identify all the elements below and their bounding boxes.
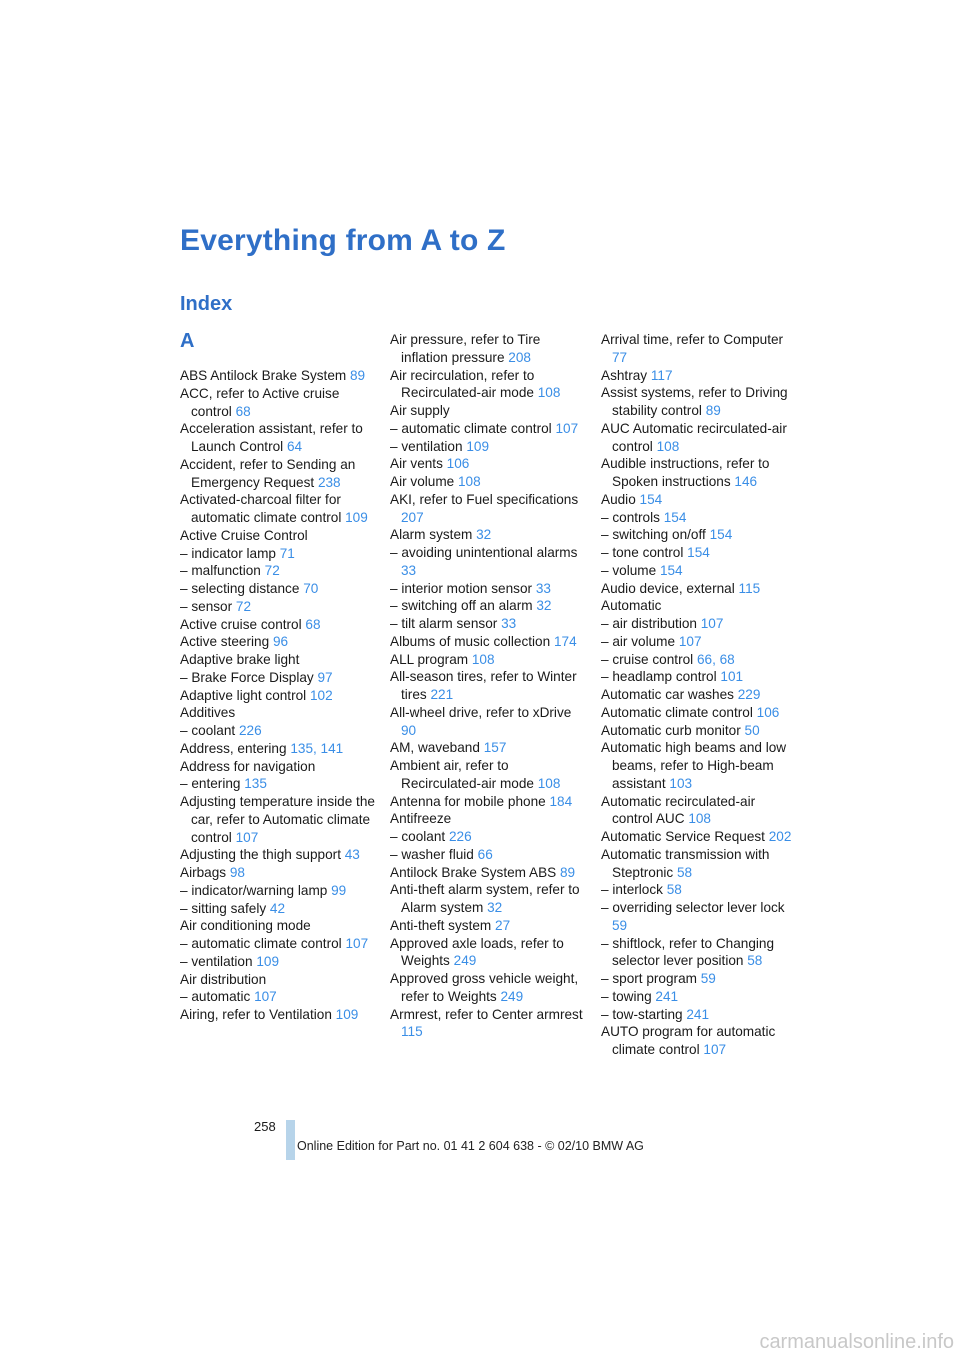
index-entry-text: – headlamp control xyxy=(601,669,721,685)
index-entry-text: – malfunction xyxy=(180,563,265,579)
footer-text: Online Edition for Part no. 01 41 2 604 638 - © 02/10 BMW AG xyxy=(297,1139,644,1153)
index-entry-text: Antenna for mobile phone xyxy=(390,793,550,809)
index-entry xyxy=(390,757,586,793)
index-entry-text: Adaptive light control xyxy=(180,687,310,703)
page-reference-link[interactable]: 107 xyxy=(254,989,277,1005)
page-reference-link[interactable]: 68 xyxy=(305,616,321,632)
page-reference-link[interactable]: 64 xyxy=(286,439,303,454)
page-reference-link[interactable]: 89 xyxy=(560,864,576,880)
page-reference-link[interactable]: 174 xyxy=(553,633,577,649)
page-reference-link[interactable]: 59 xyxy=(612,917,628,933)
index-entry-text: Arrival time, refer to Computer xyxy=(601,332,784,347)
page-reference-link[interactable]: 97 xyxy=(317,669,333,685)
index-entry-text: Alarm system xyxy=(390,527,477,543)
index-entry xyxy=(180,616,376,634)
index-entry xyxy=(601,793,797,829)
index-entry-text: AUC Automatic recirculated-air control xyxy=(601,420,787,454)
index-entry xyxy=(390,420,586,438)
index-entry-text: – interior motion sensor xyxy=(390,580,536,596)
index-entry-text: Acceleration assistant, refer to Launch Control xyxy=(180,421,363,454)
index-entry-text: Adjusting temperature inside the car, refer to Automatic climate control xyxy=(180,794,375,845)
index-entry-text: – coolant xyxy=(390,829,449,844)
page-reference-link[interactable]: 238 xyxy=(317,474,341,490)
index-entry xyxy=(180,687,376,705)
page-reference-link[interactable]: 107 xyxy=(555,420,579,436)
page-reference-link[interactable]: 108 xyxy=(537,385,561,401)
index-entry-text: – sensor xyxy=(180,598,236,614)
page-reference-link[interactable]: 208 xyxy=(508,349,531,365)
page-reference-link[interactable]: 32 xyxy=(487,900,503,915)
index-entry-text: Airing, refer to Ventilation xyxy=(180,1007,336,1022)
index-column-3 xyxy=(601,331,797,1059)
index-entry xyxy=(390,935,586,971)
index-entry xyxy=(390,668,586,704)
index-entry xyxy=(390,438,586,456)
page-reference-link[interactable]: 90 xyxy=(401,722,417,738)
page-reference-link[interactable]: 241 xyxy=(686,1006,710,1022)
page-reference-link[interactable]: 66 xyxy=(477,846,493,862)
index-entry xyxy=(601,367,797,385)
page-reference-link[interactable]: 68 xyxy=(235,403,251,419)
index-entry-text: AM, waveband xyxy=(390,740,484,756)
index-entry-text: – avoiding unintentional alarms xyxy=(390,545,578,560)
index-entry xyxy=(601,615,797,633)
index-entry-text: – indicator/warning lamp xyxy=(180,882,332,898)
index-entry xyxy=(180,900,376,918)
index-entry-text: Air supply xyxy=(390,403,450,418)
index-entry-text: ABS Antilock Brake System xyxy=(180,368,350,383)
index-entry-text: – shiftlock, refer to Changing selector lever position xyxy=(601,935,775,969)
index-entry-text: Active steering xyxy=(180,634,273,650)
page-reference-link[interactable]: 184 xyxy=(549,793,573,809)
index-entry xyxy=(601,704,797,722)
page-reference-link[interactable]: 241 xyxy=(655,988,679,1004)
index-entry-text: – coolant xyxy=(180,723,239,738)
index-entry xyxy=(390,473,586,491)
index-entry xyxy=(601,562,797,580)
index-entry xyxy=(180,633,376,651)
page-reference-link[interactable]: 115 xyxy=(738,580,761,596)
index-entry-text: Air conditioning mode xyxy=(180,918,311,934)
page-reference-link[interactable]: 229 xyxy=(737,687,761,702)
index-entry xyxy=(601,491,797,509)
footer-bar xyxy=(286,1120,295,1160)
index-entry xyxy=(390,615,586,633)
index-entry-text: Antifreeze xyxy=(390,811,452,827)
index-entry-text: – controls xyxy=(601,509,664,525)
page-reference-link[interactable]: 154 xyxy=(663,509,687,525)
page-reference-link[interactable]: 32 xyxy=(536,598,552,614)
page-reference-link[interactable]: 226 xyxy=(238,723,262,738)
index-entry xyxy=(390,1006,586,1042)
page-reference-link[interactable]: 226 xyxy=(448,829,472,844)
index-entry xyxy=(390,491,586,527)
page-reference-link[interactable]: 71 xyxy=(279,545,295,561)
page-reference-link[interactable]: 98 xyxy=(229,865,245,880)
page-reference-link[interactable]: 249 xyxy=(453,953,477,969)
index-entry-text: Approved axle loads, refer to Weights xyxy=(390,935,564,969)
index-entry xyxy=(180,917,376,935)
page-reference-link[interactable]: 108 xyxy=(656,438,680,454)
index-entry xyxy=(180,669,376,687)
index-entry xyxy=(601,331,797,367)
index-entry-text: Automatic transmission with Steptronic xyxy=(601,846,770,880)
index-entry xyxy=(180,562,376,580)
index-entry xyxy=(601,686,797,704)
index-entry xyxy=(390,597,586,615)
page-reference-link[interactable]: 89 xyxy=(350,368,366,383)
index-entry-text: – tilt alarm sensor xyxy=(390,616,502,631)
index-entry-text: – ventilation xyxy=(390,438,467,454)
page-reference-link[interactable]: 43 xyxy=(344,847,360,863)
page-reference-link[interactable]: 58 xyxy=(666,882,682,898)
page-reference-link[interactable]: 58 xyxy=(747,953,763,969)
index-entry xyxy=(601,899,797,935)
index-entry-text: Audio device, external xyxy=(601,580,739,596)
index-entry xyxy=(601,828,797,846)
index-entry xyxy=(601,739,797,792)
index-entry xyxy=(601,988,797,1006)
page-reference-link[interactable]: 77 xyxy=(612,349,628,365)
page-reference-link[interactable]: 107 xyxy=(703,1042,727,1057)
index-entry-text: Address, entering xyxy=(180,740,291,756)
index-entry xyxy=(601,526,797,544)
page-reference-link[interactable]: 249 xyxy=(500,988,524,1004)
index-entry xyxy=(180,1006,376,1024)
index-entry xyxy=(390,739,586,757)
page-reference-link[interactable]: 72 xyxy=(264,563,280,579)
page-reference-link[interactable]: 109 xyxy=(345,510,368,525)
page-reference-link[interactable]: 108 xyxy=(458,474,481,489)
index-entry-text: Active cruise control xyxy=(180,616,306,632)
index-entry xyxy=(180,775,376,793)
page-reference-link[interactable]: 115 xyxy=(401,1024,423,1040)
page-reference-link[interactable]: 27 xyxy=(495,917,511,933)
index-entry-text: – entering xyxy=(180,776,245,792)
index-entry xyxy=(180,758,376,776)
index-entry-text: Approved gross vehicle weight, refer to Weights xyxy=(390,971,579,1004)
index-entry-text: Automatic Service Request xyxy=(601,829,769,844)
index-entry xyxy=(180,846,376,864)
index-entry xyxy=(180,580,376,598)
index-entry xyxy=(390,793,586,811)
index-entry xyxy=(601,722,797,740)
index-entry-text: – ventilation xyxy=(180,953,257,969)
index-entry xyxy=(390,810,586,828)
page-reference-link[interactable]: 108 xyxy=(537,775,561,791)
index-entry-text: Activated-charcoal filter for automatic climate control xyxy=(180,492,346,525)
index-entry-text: – Brake Force Display xyxy=(180,669,318,685)
index-entry xyxy=(601,1023,797,1059)
index-entry-text: Air recirculation, refer to Recirculated-air mode xyxy=(390,367,538,401)
index-entry-text: Assist systems, refer to Driving stability control xyxy=(601,385,788,418)
section-subtitle: Index xyxy=(180,293,233,315)
index-entry-text: Ashtray xyxy=(601,367,651,383)
index-column-1 xyxy=(180,367,376,1024)
index-entry-text: – automatic xyxy=(180,989,255,1005)
index-entry-text: All-season tires, refer to Winter tires xyxy=(390,669,577,702)
index-entry xyxy=(390,544,586,580)
index-entry xyxy=(180,971,376,989)
page-reference-link[interactable]: 109 xyxy=(256,953,280,969)
index-entry xyxy=(180,793,376,846)
index-entry xyxy=(180,491,376,527)
index-entry xyxy=(601,580,797,598)
index-entry-text: – automatic climate control xyxy=(390,420,556,436)
page-reference-link[interactable]: 33 xyxy=(501,616,517,631)
index-entry-text: – air distribution xyxy=(601,616,701,631)
index-letter: A xyxy=(180,330,195,352)
index-entry-text: – switching on/off xyxy=(601,527,710,543)
page-reference-link[interactable]: 96 xyxy=(272,634,289,650)
page-reference-link[interactable]: 58 xyxy=(676,864,693,880)
index-entry-text: Antilock Brake System ABS xyxy=(390,864,560,880)
index-entry xyxy=(180,456,376,492)
index-entry xyxy=(180,598,376,616)
page-reference-link[interactable]: 101 xyxy=(720,669,744,685)
index-entry xyxy=(390,704,586,740)
index-entry-text: Automatic recirculated-air control AUC xyxy=(601,793,756,827)
index-entry xyxy=(601,881,797,899)
index-entry xyxy=(390,633,586,651)
page-reference-link[interactable]: 108 xyxy=(471,651,495,667)
page-reference-link[interactable]: 146 xyxy=(734,474,758,489)
index-entry-text: Airbags xyxy=(180,865,230,880)
page-reference-link[interactable]: 154 xyxy=(709,527,733,543)
index-entry xyxy=(180,722,376,740)
page-reference-link[interactable]: 157 xyxy=(483,740,507,756)
index-entry-text: – towing xyxy=(601,988,656,1004)
index-entry-text: AKI, refer to Fuel specifications xyxy=(390,491,579,507)
page-reference-link[interactable]: 221 xyxy=(430,687,454,702)
page-reference-link[interactable]: 154 xyxy=(687,545,710,560)
index-entry-text: Automatic car washes xyxy=(601,687,738,702)
index-entry xyxy=(390,970,586,1006)
index-entry-text: – sport program xyxy=(601,971,701,986)
index-entry-text: – automatic climate control xyxy=(180,936,346,951)
index-entry-text: – tow-starting xyxy=(601,1006,687,1022)
index-entry-text: AUTO program for automatic climate control xyxy=(601,1024,776,1057)
index-entry xyxy=(180,935,376,953)
index-entry xyxy=(601,455,797,491)
index-entry xyxy=(390,917,586,935)
index-entry xyxy=(180,651,376,669)
index-entry-text: – washer fluid xyxy=(390,846,478,862)
index-entry-text: Additives xyxy=(180,705,236,721)
index-entry-text: ALL program xyxy=(390,651,472,667)
page-reference-link[interactable]: 106 xyxy=(446,456,470,472)
index-entry xyxy=(180,988,376,1006)
page-title: Everything from A to Z xyxy=(180,224,506,257)
index-entry-text: Albums of music collection xyxy=(390,633,554,649)
index-entry xyxy=(180,385,376,421)
index-entry-text: Address for navigation xyxy=(180,758,316,774)
index-entry xyxy=(390,580,586,598)
index-entry xyxy=(601,651,797,669)
index-entry-text: – overriding selector lever lock xyxy=(601,900,785,915)
index-entry-text: Audio xyxy=(601,491,640,507)
index-entry xyxy=(390,846,586,864)
index-entry-text: Automatic xyxy=(601,598,662,614)
index-entry-text: Anti-theft system xyxy=(390,917,496,933)
index-entry xyxy=(601,633,797,651)
index-entry xyxy=(390,402,586,420)
index-entry xyxy=(390,651,586,669)
index-entry-text: ACC, refer to Active cruise control xyxy=(180,385,340,419)
index-entry-text: Armrest, refer to Center armrest xyxy=(390,1006,583,1022)
page-reference-link[interactable]: 154 xyxy=(659,562,683,578)
index-entry-text: – switching off an alarm xyxy=(390,598,537,614)
page-reference-link[interactable]: 106 xyxy=(756,704,780,720)
page-reference-link[interactable]: 32 xyxy=(476,527,492,543)
index-entry xyxy=(601,668,797,686)
index-entry xyxy=(180,420,376,456)
page-reference-link[interactable]: 102 xyxy=(309,687,333,703)
index-entry-text: Adjusting the thigh support xyxy=(180,847,345,863)
index-entry xyxy=(180,882,376,900)
page-reference-link[interactable]: 107 xyxy=(345,936,369,951)
page-reference-link[interactable]: 59 xyxy=(700,971,716,986)
index-entry xyxy=(601,384,797,420)
index-entry xyxy=(390,881,586,917)
index-entry xyxy=(180,864,376,882)
index-entry xyxy=(601,597,797,615)
index-entry-text: Air vents xyxy=(390,456,447,472)
page-reference-link[interactable]: 202 xyxy=(768,829,792,844)
page-reference-link[interactable]: 50 xyxy=(744,722,760,738)
index-entry xyxy=(390,864,586,882)
page-reference-link[interactable]: 33 xyxy=(401,562,417,578)
index-entry-text: – tone control xyxy=(601,545,688,560)
page-reference-link[interactable]: 135, 141 xyxy=(290,740,344,756)
page-reference-link[interactable]: 70 xyxy=(303,581,319,596)
page-reference-link[interactable]: 108 xyxy=(688,811,711,827)
index-entry-text: Audible instructions, refer to Spoken instructions xyxy=(601,456,770,489)
index-entry-text: Adaptive brake light xyxy=(180,652,300,667)
index-entry xyxy=(601,544,797,562)
index-entry xyxy=(601,846,797,882)
index-entry-text: – air volume xyxy=(601,633,679,649)
index-entry xyxy=(601,509,797,527)
index-entry xyxy=(180,740,376,758)
index-entry-text: – interlock xyxy=(601,882,667,898)
index-entry-text: – volume xyxy=(601,562,660,578)
page-reference-link[interactable]: 109 xyxy=(466,438,490,454)
index-entry-text: – sitting safely xyxy=(180,900,270,916)
index-entry xyxy=(180,545,376,563)
index-entry-text: – selecting distance xyxy=(180,581,304,596)
index-entry-text: Accident, refer to Sending an Emergency Request xyxy=(180,456,356,490)
index-entry-text: Automatic high beams and low beams, refer to High-beam assistant xyxy=(601,740,787,791)
page-reference-link[interactable]: 117 xyxy=(650,367,673,383)
side-title xyxy=(80,232,160,552)
index-entry-text: Air pressure, refer to Tire inflation pressure xyxy=(390,332,541,365)
page-reference-link[interactable]: 109 xyxy=(335,1007,359,1022)
page-number: 258 xyxy=(254,1119,276,1134)
index-entry-text: – indicator lamp xyxy=(180,545,280,561)
index-entry xyxy=(390,367,586,403)
page-reference-link[interactable]: 107 xyxy=(678,633,702,649)
index-entry xyxy=(390,455,586,473)
index-entry-text: Ambient air, refer to Recirculated-air mode xyxy=(390,758,538,791)
index-column-2 xyxy=(390,331,586,1041)
index-entry-text: Automatic curb monitor xyxy=(601,722,745,738)
page-reference-link[interactable]: 107 xyxy=(700,616,724,631)
page-reference-link[interactable]: 154 xyxy=(639,491,663,507)
page-reference-link[interactable]: 72 xyxy=(235,598,252,614)
index-entry xyxy=(601,1006,797,1024)
index-entry-text: – cruise control xyxy=(601,651,697,667)
index-entry xyxy=(180,367,376,385)
index-entry-text: Anti-theft alarm system, refer to Alarm system xyxy=(390,882,580,915)
index-entry-text: Air volume xyxy=(390,474,458,489)
page-reference-link[interactable]: 66, 68 xyxy=(696,651,735,667)
page-reference-link[interactable]: 103 xyxy=(669,775,693,791)
index-entry xyxy=(180,527,376,545)
index-entry xyxy=(601,420,797,456)
index-entry-text: Active Cruise Control xyxy=(180,527,308,543)
index-entry-text: Automatic climate control xyxy=(601,704,757,720)
index-entry-text: Air distribution xyxy=(180,971,267,987)
index-entry xyxy=(390,828,586,846)
index-entry xyxy=(601,970,797,988)
page-reference-link[interactable]: 107 xyxy=(235,829,259,845)
page-reference-link[interactable]: 135 xyxy=(244,776,267,792)
index-entry xyxy=(390,526,586,544)
page-reference-link[interactable]: 42 xyxy=(269,900,286,916)
index-entry xyxy=(180,953,376,971)
page-reference-link[interactable]: 89 xyxy=(705,403,721,418)
index-entry-text: All-wheel drive, refer to xDrive xyxy=(390,704,572,720)
index-entry xyxy=(601,935,797,971)
index-entry xyxy=(180,704,376,722)
page-reference-link[interactable]: 207 xyxy=(401,509,424,525)
page-reference-link[interactable]: 99 xyxy=(331,882,347,898)
index-entry xyxy=(390,331,586,367)
page-reference-link[interactable]: 33 xyxy=(535,580,551,596)
watermark: carmanualsonline.info xyxy=(759,1331,954,1353)
